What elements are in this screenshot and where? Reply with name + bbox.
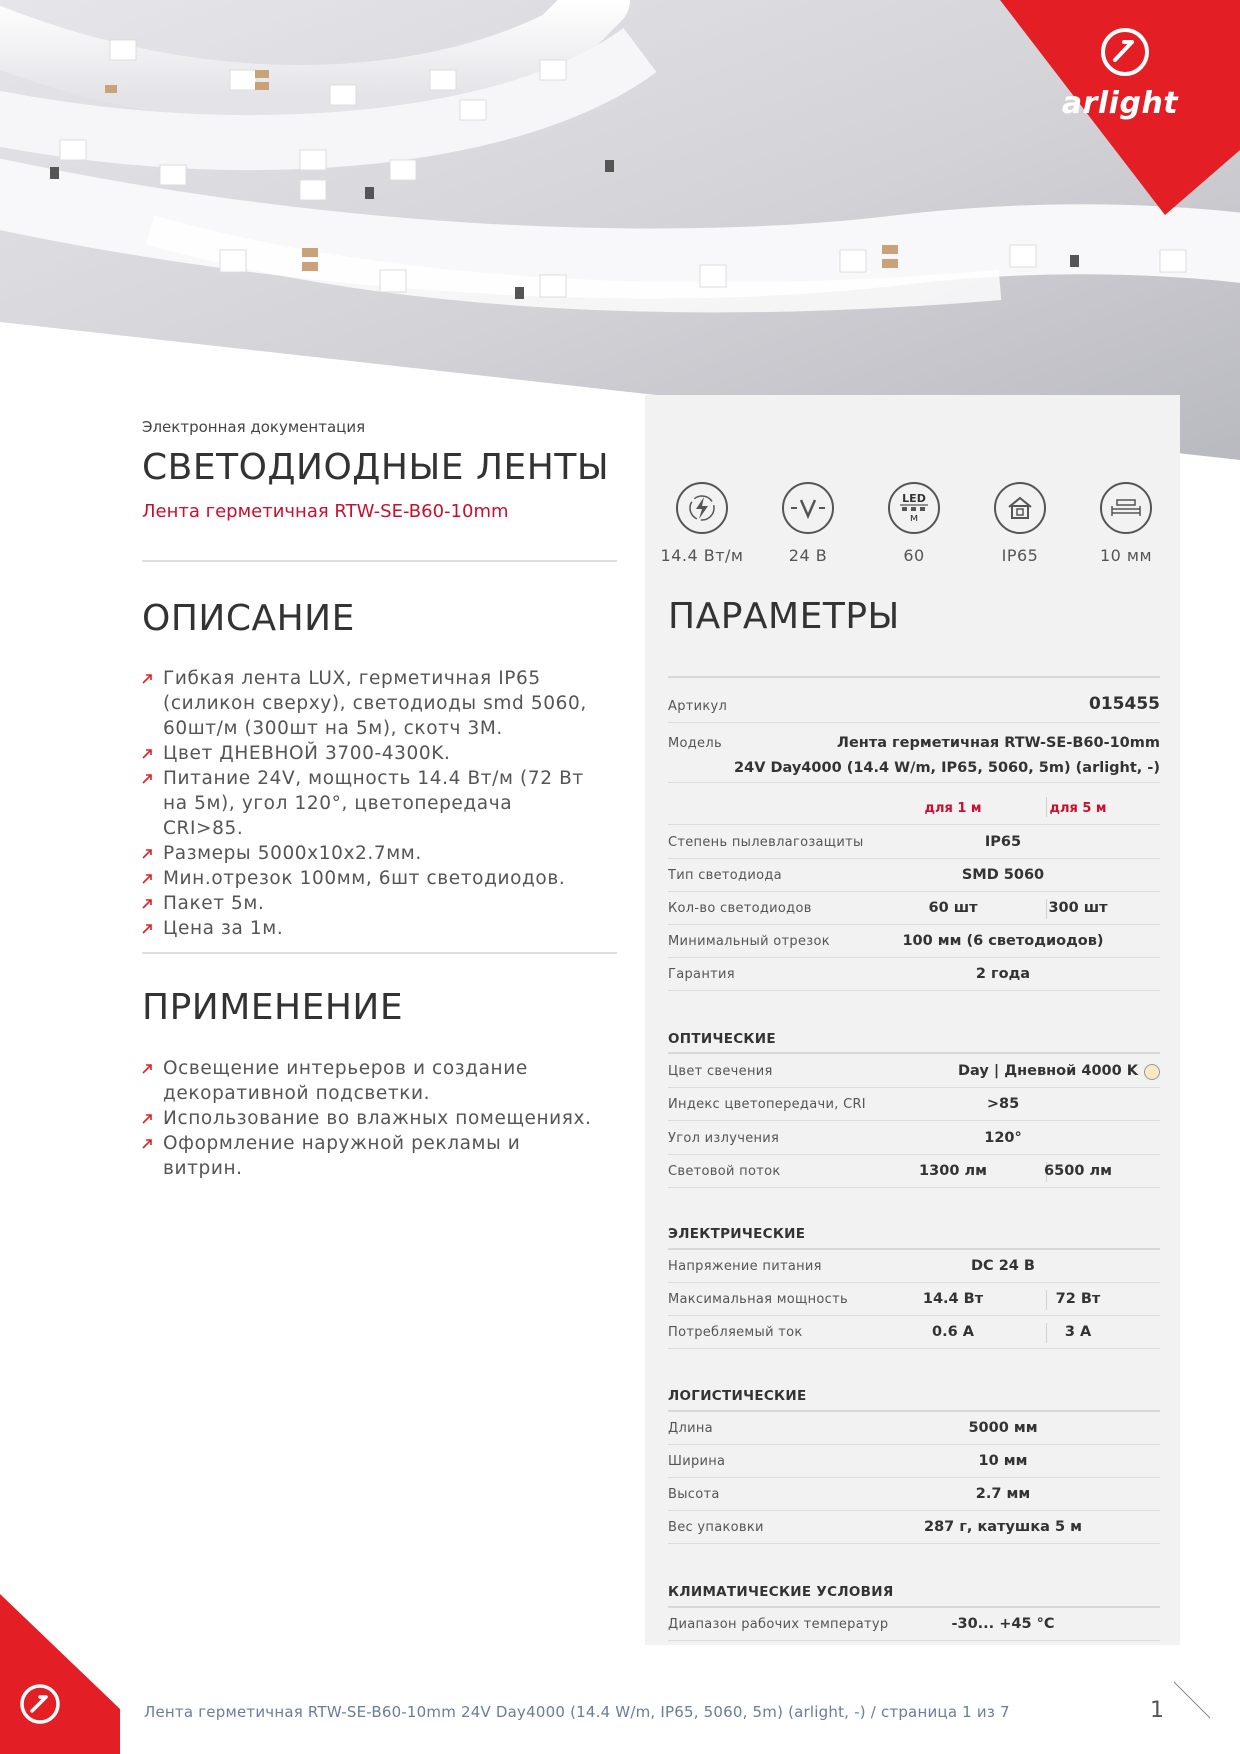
house-icon [994,482,1046,534]
param-columns-header [668,783,1160,825]
param-key: Световой поток [668,1164,781,1179]
divider [142,560,617,562]
param-value: 015455 [1089,694,1160,714]
list-item-text: Использование во влажных помещениях. [163,1108,592,1129]
param-row [668,1608,1160,1641]
param-key: Степень пылевлагозащиты [668,835,864,850]
lightning-icon [676,482,728,534]
arrow-icon [142,848,153,859]
led-density-icon [888,482,940,534]
arrow-icon [142,873,153,884]
hero-image [0,0,1240,460]
list-item-text: Цена за 1м. [163,918,284,939]
param-row [668,826,1160,859]
list-item [142,766,597,841]
param-value-1m: 0.6 A [932,1324,974,1340]
voltage-icon [782,482,834,534]
list-item-text: Оформление наружной рекламы и витрин. [163,1133,521,1179]
list-item [142,916,597,941]
param-value: DC 24 В [970,1258,1035,1274]
page-number: 1 [1150,1698,1164,1723]
arrow-icon [142,923,153,934]
page-title: СВЕТОДИОДНЫЕ ЛЕНТЫ [142,447,610,488]
param-key: Кол-во светодиодов [668,901,812,916]
param-row [668,1412,1160,1445]
param-row-model [668,723,1160,783]
param-value: 5000 мм [968,1420,1038,1436]
list-item-text: Освещение интерьеров и создание декоративной подсветки. [163,1058,528,1104]
param-row [668,958,1160,991]
page-corner-line [1172,1680,1212,1720]
divider [668,676,1160,678]
param-value: 2 года [975,966,1031,982]
param-key: Индекс цветопередачи, CRI [668,1097,866,1112]
list-item [142,741,597,766]
icon-text: LED [902,492,926,505]
list-item [142,1106,597,1131]
category-climate: КЛИМАТИЧЕСКИЕ УСЛОВИЯ [668,1584,894,1600]
param-row [668,1054,1160,1088]
description-title: ОПИСАНИЕ [142,598,355,639]
param-value: 120° [984,1129,1022,1146]
feature-voltage [753,482,863,565]
param-value: Лента герметичная RTW-SE-B60-10mm [836,735,1160,751]
arrow-icon [142,1113,153,1124]
feature-label: 24 В [788,546,828,565]
param-row [668,1088,1160,1122]
list-item-text: Гибкая лента LUX, герметичная IP65 (силикон сверху), светодиоды smd 5060, 60шт/м (300шт на 5м), скотч 3М. [163,668,587,739]
color-swatch [1144,1064,1160,1080]
param-key: Длина [668,1421,713,1436]
param-value: 100 мм (6 светодиодов) [902,933,1104,949]
param-row [668,925,1160,958]
param-value-5m: 72 Вт [1055,1291,1101,1307]
param-value: 287 г, катушка 5 м [924,1519,1082,1535]
list-item [142,841,597,866]
application-list [142,1056,597,1181]
param-value: IP65 [984,834,1022,850]
icon-text: м [909,511,919,524]
footer-logo-corner [0,1594,120,1754]
list-item-text: Цвет ДНЕВНОЙ 3700-4300K. [163,743,451,764]
divider [142,952,617,954]
column-label-5m: для 5 м [1049,801,1107,816]
param-key: Высота [668,1487,720,1502]
param-row [668,1316,1160,1349]
param-value: 2.7 мм [975,1486,1031,1502]
param-row [668,1283,1160,1316]
width-icon [1100,482,1152,534]
feature-label: 10 мм [1099,546,1153,565]
param-row [668,1445,1160,1478]
feature-width [1071,482,1181,565]
product-subtitle: Лента герметичная RTW-SE-B60-10mm [142,501,509,522]
param-key: Тип светодиода [668,868,782,883]
param-value: 10 мм [978,1453,1028,1469]
param-row [668,1478,1160,1511]
param-value-5m: 3 A [1064,1324,1092,1340]
list-item-text: Мин.отрезок 100мм, 6шт светодиодов. [163,868,566,889]
param-value-5m: 6500 лм [1044,1163,1112,1179]
feature-label: IP65 [1001,546,1039,565]
category-electrical: ЭЛЕКТРИЧЕСКИЕ [668,1226,806,1242]
param-value: SMD 5060 [961,867,1045,883]
arrow-icon [142,673,153,684]
param-key: Потребляемый ток [668,1325,803,1340]
param-key: Вес упаковки [668,1520,764,1535]
param-value: 24V Day4000 (14.4 W/m, IP65, 5060, 5m) (arlight, -) [734,760,1160,776]
document-type: Электронная документация [142,418,366,436]
list-item [142,866,597,891]
category-logistic: ЛОГИСТИЧЕСКИЕ [668,1388,807,1404]
param-row [668,1121,1160,1155]
param-value: -30... +45 °C [951,1616,1055,1632]
column-label-1m: для 1 м [924,801,982,816]
param-value-5m: 300 шт [1048,900,1108,916]
param-key: Гарантия [668,967,735,982]
param-row [668,1155,1160,1189]
param-key: Ширина [668,1454,726,1469]
param-value: >85 [986,1096,1020,1112]
arrow-icon [142,1138,153,1149]
param-row [668,892,1160,925]
arrow-icon [142,898,153,909]
feature-label: 60 [903,546,925,565]
brand-logo[interactable]: arlight [1061,86,1179,121]
param-value-1m: 60 шт [928,900,978,916]
param-key: Максимальная мощность [668,1292,848,1307]
list-item-text: Питание 24V, мощность 14.4 Вт/м (72 Вт на 5м), угол 120°, цветопередача CRI>85. [163,768,584,839]
param-row [668,1511,1160,1544]
application-title: ПРИМЕНЕНИЕ [142,987,404,1028]
list-item-text: Пакет 5м. [163,893,265,914]
param-key: Напряжение питания [668,1259,822,1274]
footer-text: Лента герметичная RTW-SE-B60-10mm 24V Day4000 (14.4 W/m, IP65, 5060, 5m) (arlight, -) / страница 1 из 7 [144,1703,1010,1721]
feature-led-density [859,482,969,565]
param-key: Диапазон рабочих температур [668,1617,889,1632]
feature-ip [965,482,1075,565]
param-value-1m: 14.4 Вт [922,1291,984,1307]
param-row [668,1250,1160,1283]
category-optical: ОПТИЧЕСКИЕ [668,1031,776,1047]
parameters-title: ПАРАМЕТРЫ [668,596,900,637]
list-item [142,1056,597,1106]
param-key: Минимальный отрезок [668,934,830,949]
param-value-1m: 1300 лм [919,1163,987,1179]
feature-label: 14.4 Вт/м [660,546,744,565]
param-row-article [668,683,1160,723]
param-row [668,859,1160,892]
list-item-text: Размеры 5000x10x2.7мм. [163,843,422,864]
arrow-icon [142,773,153,784]
arrow-icon [142,748,153,759]
param-value: Day | Дневной 4000 K [958,1062,1138,1079]
feature-power [647,482,757,565]
param-key: Цвет свечения [668,1063,773,1079]
list-item [142,1131,597,1181]
list-item [142,891,597,916]
description-list [142,666,597,941]
param-key: Артикул [668,699,728,714]
list-item [142,666,597,741]
param-key: Модель [668,736,722,751]
param-key: Угол излучения [668,1130,780,1146]
arrow-icon [142,1063,153,1074]
